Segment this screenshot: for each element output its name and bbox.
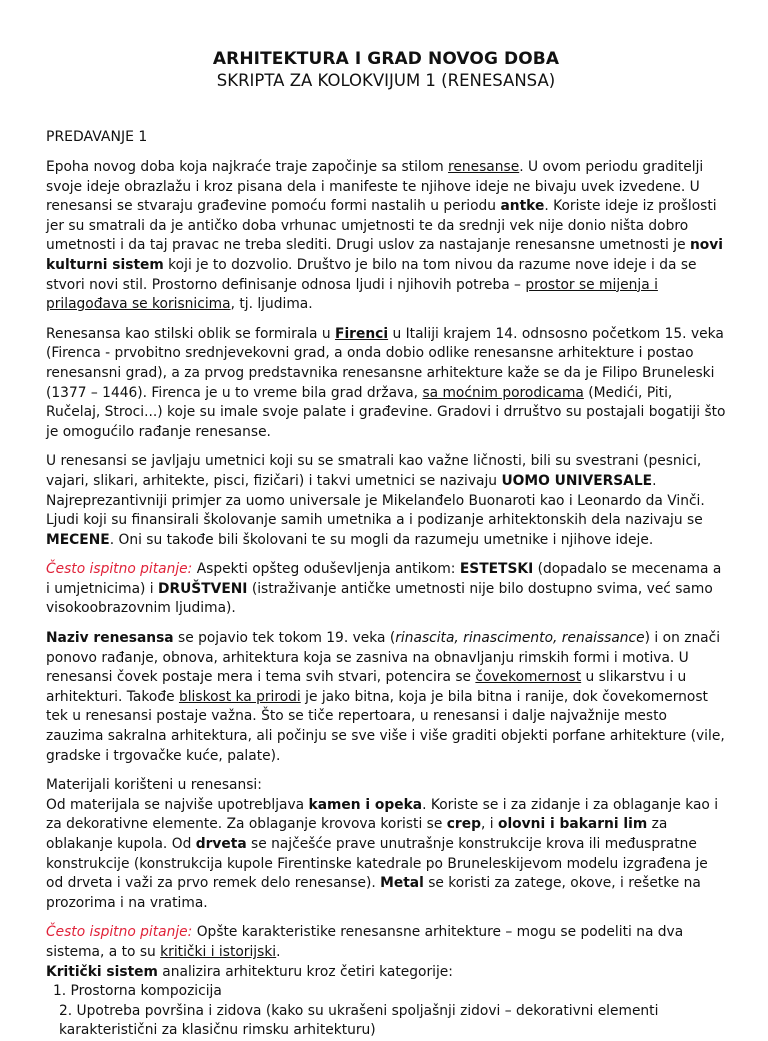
document-page — [46, 48, 726, 1041]
list-item: 2. Upotreba površina i zidova (kako su ukrašeni spoljašnji zidovi – dekorativni elementi karakteristični za klasičnu rimsku arhitekturu) — [59, 1002, 659, 1039]
list-item: 1. Prostorna kompozicija — [53, 983, 222, 1000]
document-title: ARHITEKTURA I GRAD NOVOG DOBA — [212, 49, 560, 69]
exam-question-label: Često ispitno pitanje: — [46, 924, 193, 941]
exam-question-label: Često ispitno pitanje: — [46, 561, 193, 578]
paragraph-materials: Materijali korišteni u renesansi: Od materijala se najviše upotrebljava kamen i opeka. Koriste se i za zidanje i za oblaganje kao i za dekorativne elemente. Za oblaganje krovova koristi se crep, i olovni i bakarni lim za oblakanje kupola. Od drveta se najčešće prave unutrašnje konstrukcije krova ili međuspratne konstrukcije (konstrukcija kupole Firentinske katedrale po Bruneleskijevom modelu izgrađena je od drveta i važi za prvo remek delo renesanse). Metal se koristi za zatege, okove, i rešetke na prozorima i na vratima. — [46, 777, 719, 911]
paragraph-exam-aspects: Često ispitno pitanje: Aspekti opšteg oduševljenja antikom: ESTETSKI (dopadalo se mecenama a i umjetnicima) i DRUŠTVENI (istraživanje antičke umetnosti nije bilo dostupno svima, već samo visokoobrazovnim ljudima). — [46, 561, 722, 617]
paragraph-name-renaissance: Naziv renesansa se pojavio tek tokom 19. veka (rinascita, rinascimento, renaissance) i on znači ponovo rađanje, obnova, arhitektura koja se zasniva na obnavljanju rimskih formi i motiva. U renesansi čovek postaje mera i tema svih stvari, potencira se čovekomernost u slikarstvu i u arhitekturi. Takođe bliskost ka prirodi je jako bitna, koja je bila bitna i ranije, dok čovekomernost tek u renesansi postaje važna. Što se tiče repertoara, u renesansi i dalje najvažnije mesto zauzima sakralna arhitektura, ali počinju se sve više i više graditi objekti porfane arhitekture (vile, gradske i trgovačke kuće, palate). — [46, 630, 725, 764]
paragraph-intro: Epoha novog doba koja najkraće traje započinje sa stilom renesanse. U ovom periodu graditelji svoje ideje obrazlažu i kroz pisana dela i manifeste te njihove ideje ne bivaju uvek izvedene. U renesansi se stvaraju građevine pomoću formi nastalih u periodu antke. Koriste ideje iz prošlosti jer su smatrali da je antičko doba vrhunac umjetnosti te da srednji vek nije donio ništa dobro umetnosti i da taj pravac ne treba slediti. Drugi uslov za nastajanje renesansne umetnosti je novi kulturni sistem koji je to dozvolio. Društvo je bilo na tom nivou da razume nove ideje i da se stvori novi stil. Prostorno definisanje odnosa ljudi i njihovih potreba – prostor se mijenja i prilagođava se korisnicima, tj. ljudima. — [46, 159, 724, 313]
paragraph-characteristics: Često ispitno pitanje: Opšte karakteristike renesansne arhitekture – mogu se podeliti na dva sistema, a to su kritički i istorijski. Kritički sistem analizira arhitekturu kroz četiri kategorije: — [46, 924, 684, 980]
critical-system-list — [46, 982, 726, 1041]
paragraph-artists: U renesansi se javljaju umetnici koji su se smatrali kao važne ličnosti, bili su svestrani (pesnici, vajari, slikari, arhitekte, pisci, fizičari) i takvi umetnici se nazivaju UOMO UNIVERSALE. Najreprezantivniji primjer za uomo universale je Mikelanđelo Buonaroti kao i Leonardo da Vinči. Ljudi koji su finansirali školovanje samih umetnika a i podizanje arhitektonskih dela nazivaju se MECENE. Oni su takođe bili školovani te su mogli da razumeju umetnike i njihove ideje. — [46, 453, 705, 548]
document-subtitle: SKRIPTA ZA KOLOKVIJUM 1 (RENESANSA) — [216, 71, 556, 90]
paragraph-florence: Renesansa kao stilski oblik se formirala u Firenci u Italiji krajem 14. odnsosno početkom 15. veka (Firenca - prvobitno srednjevekovni grad, a onda dobio odlike renesansne arhitekture i postao renesansni grad), a za prvog predstavnika renesansne arhitekture kaže se da je Filipo Bruneleski (1377 – 1446). Firenca je u to vreme bila grad država, sa moćnim porodicama (Medići, Piti, Ručelaj, Stroci...) koje su imale svoje palate i građevine. Gradovi i drruštvo su postajali bogatiji što je omogućilo rađanje renesanse. — [46, 325, 726, 440]
lecture-heading: PREDAVANJE 1 — [46, 129, 148, 145]
